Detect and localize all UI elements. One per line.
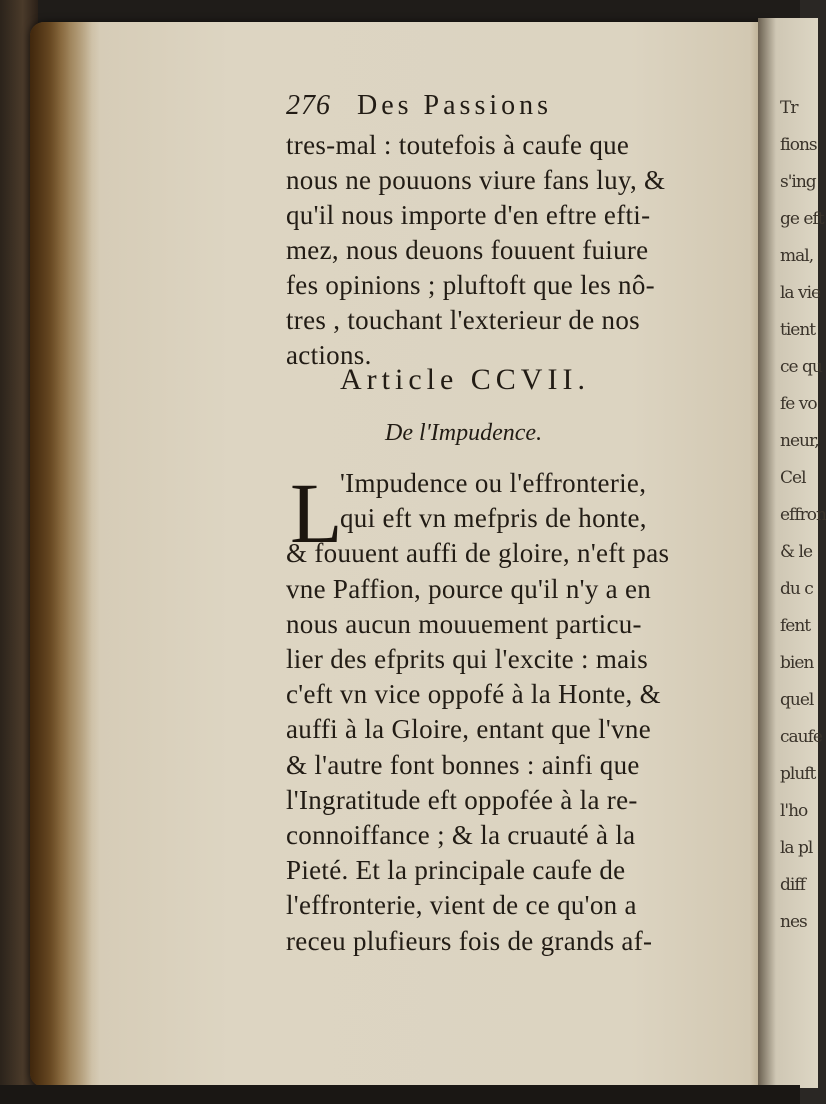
text-line: qu'il nous importe d'en eftre efti- bbox=[286, 200, 651, 230]
text-line: & l'autre font bonnes : ainfi que bbox=[286, 749, 640, 780]
text-line: fes opinions ; pluftoft que les nô- bbox=[286, 270, 655, 300]
facing-page-text: nes bbox=[780, 912, 807, 932]
page-gutter bbox=[30, 22, 92, 1087]
facing-page-text: Tr bbox=[780, 98, 798, 118]
facing-page-text: s'ing bbox=[780, 172, 816, 192]
facing-page-text: mal, bbox=[780, 246, 814, 266]
facing-page-text: ge eft bbox=[780, 209, 824, 229]
text-line: c'eft vn vice oppofé à la Honte, & bbox=[286, 679, 661, 710]
text-line: receu plufieurs fois de grands af- bbox=[286, 925, 653, 956]
text-line: qui eft vn mefpris de honte, bbox=[340, 503, 647, 534]
facing-page-text: la vie bbox=[780, 283, 821, 303]
page-number: 276 bbox=[286, 90, 331, 121]
facing-page-text: pluft bbox=[780, 764, 816, 784]
running-head bbox=[286, 90, 552, 122]
text-line: mez, nous deuons fouuent fuiure bbox=[286, 235, 649, 265]
facing-page-text: fent bbox=[780, 616, 811, 636]
text-line: auffi à la Gloire, entant que l'vne bbox=[286, 714, 651, 745]
drop-cap: L bbox=[290, 465, 343, 561]
running-head-title: Des Passions bbox=[357, 90, 553, 121]
article-heading: Article CCVII. bbox=[340, 363, 590, 396]
facing-page-edge bbox=[758, 18, 826, 1088]
text-line: tres , touchant l'exterieur de nos bbox=[286, 305, 640, 335]
bottom-shadow bbox=[0, 1085, 800, 1104]
facing-page-text: bien bbox=[780, 653, 814, 673]
facing-page-text: neur, bbox=[780, 431, 819, 451]
text-line: vne Paffion, pource qu'il n'y a en bbox=[286, 573, 652, 604]
text-line: l'effronterie, vient de ce qu'on a bbox=[286, 890, 637, 921]
text-line: tres-mal : toutefois à caufe que bbox=[286, 130, 630, 160]
facing-page-text: fe vo bbox=[780, 394, 817, 414]
facing-page-text: ce qu bbox=[780, 357, 822, 377]
facing-page-text: & le bbox=[780, 542, 813, 562]
text-line: 'Impudence ou l'effronterie, bbox=[340, 468, 647, 498]
facing-page-text: diff bbox=[780, 875, 805, 895]
facing-page-text: l'ho bbox=[780, 801, 808, 821]
text-line: lier des efprits qui l'excite : mais bbox=[286, 644, 649, 674]
facing-page-text: du c bbox=[780, 579, 813, 599]
facing-page-text: tient bbox=[780, 320, 816, 340]
text-line: connoiffance ; & la cruauté à la bbox=[286, 820, 636, 850]
facing-page-text: Cel bbox=[780, 468, 806, 488]
text-line: nous aucun mouuement particu- bbox=[286, 608, 642, 639]
text-line: & fouuent auffi de gloire, n'eft pas bbox=[286, 538, 670, 569]
text-line: Pieté. Et la principale caufe de bbox=[286, 855, 626, 886]
text-line: actions. bbox=[286, 340, 372, 370]
facing-page-text: fions bbox=[780, 135, 817, 155]
article-subheading: De l'Impudence. bbox=[385, 420, 543, 446]
facing-page-text: quel bbox=[780, 690, 814, 710]
facing-page-text: la pl bbox=[780, 838, 813, 858]
facing-page-text: effron bbox=[780, 505, 826, 525]
facing-page-text: caufe bbox=[780, 727, 822, 747]
text-line: l'Ingratitude eft oppofée à la re- bbox=[286, 784, 638, 815]
text-line: nous ne pouuons viure fans luy, & bbox=[286, 165, 666, 195]
